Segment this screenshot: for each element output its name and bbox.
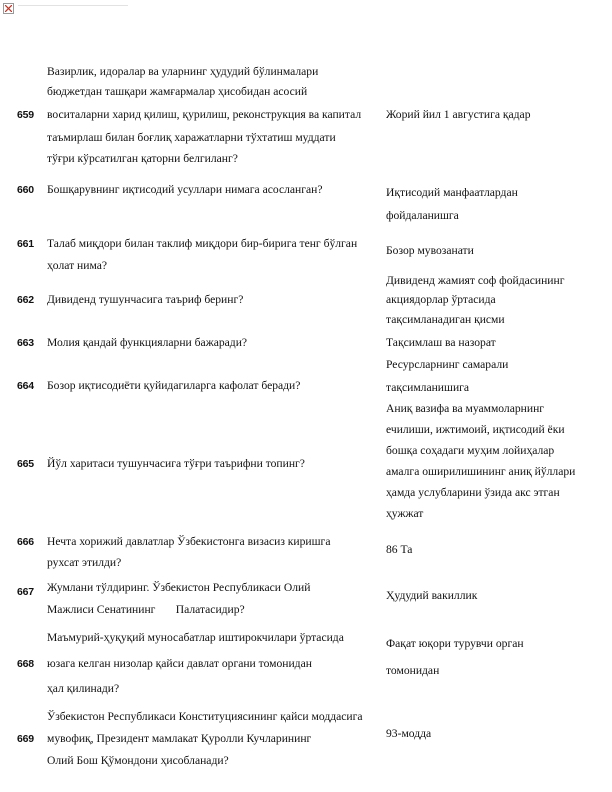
question-number: 665 — [17, 458, 34, 470]
question-number: 666 — [17, 536, 34, 548]
question-number: 659 — [17, 109, 34, 121]
question-number: 660 — [17, 184, 34, 196]
question-number: 663 — [17, 337, 34, 349]
question-number: 661 — [17, 238, 34, 250]
broken-image-icon — [3, 3, 14, 14]
question-number: 662 — [17, 294, 34, 306]
question-number: 667 — [17, 586, 34, 598]
question-number: 664 — [17, 380, 34, 392]
question-number: 668 — [17, 658, 34, 670]
question-number: 669 — [17, 733, 34, 745]
header-divider — [18, 5, 128, 6]
